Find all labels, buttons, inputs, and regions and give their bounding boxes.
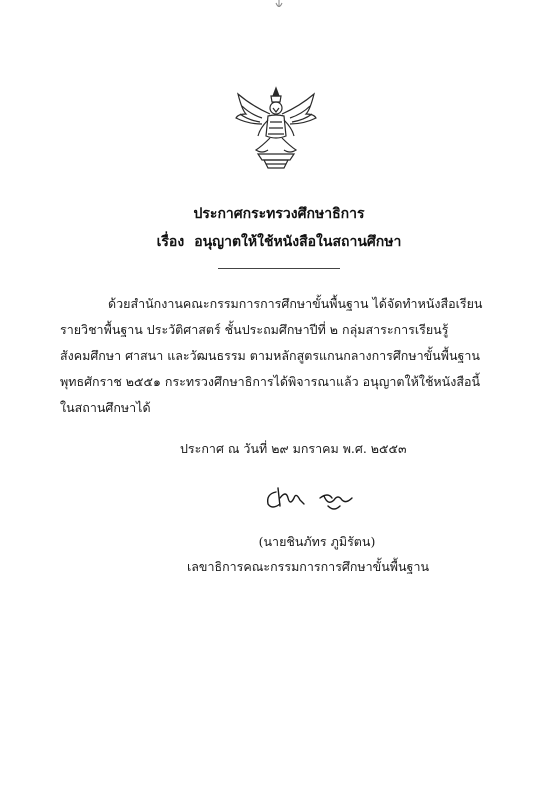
announcement-heading: ประกาศกระทรวงศึกษาธิการ — [193, 206, 365, 222]
binding-mark-icon — [271, 0, 287, 12]
garuda-emblem-icon — [232, 84, 320, 172]
body-line: สังคมศึกษา ศาสนา และวัฒนธรรม ตามหลักสูตรแกนกลางการศึกษาขั้นพื้นฐาน — [60, 348, 480, 363]
heading-divider — [218, 268, 340, 269]
body-line: พุทธศักราช ๒๕๕๑ กระทรวงศึกษาธิการได้พิจารณาแล้ว อนุญาตให้ใช้หนังสือนี้ — [60, 374, 481, 389]
subject-text: อนุญาตให้ใช้หนังสือในสถานศึกษา — [194, 234, 402, 250]
announcement-subject-line — [0, 232, 558, 252]
handwritten-signature — [262, 484, 362, 514]
announcement-date: ประกาศ ณ วันที่ ๒๙ มกราคม พ.ศ. ๒๕๕๓ — [180, 441, 407, 456]
body-line: ในสถานศึกษาได้ — [60, 400, 151, 415]
signer-name: (นายชินภัทร ภูมิรัตน) — [258, 534, 376, 549]
body-line: รายวิชาพื้นฐาน ประวัติศาสตร์ ชั้นประถมศึกษาปีที่ ๒ กลุ่มสาระการเรียนรู้ — [60, 322, 449, 337]
subject-label: เรื่อง — [156, 234, 185, 250]
signer-title: เลขาธิการคณะกรรมการการศึกษาขั้นพื้นฐาน — [186, 559, 430, 574]
body-line: ด้วยสำนักงานคณะกรรมการการศึกษาขั้นพื้นฐาน ได้จัดทำหนังสือเรียน — [108, 296, 483, 311]
